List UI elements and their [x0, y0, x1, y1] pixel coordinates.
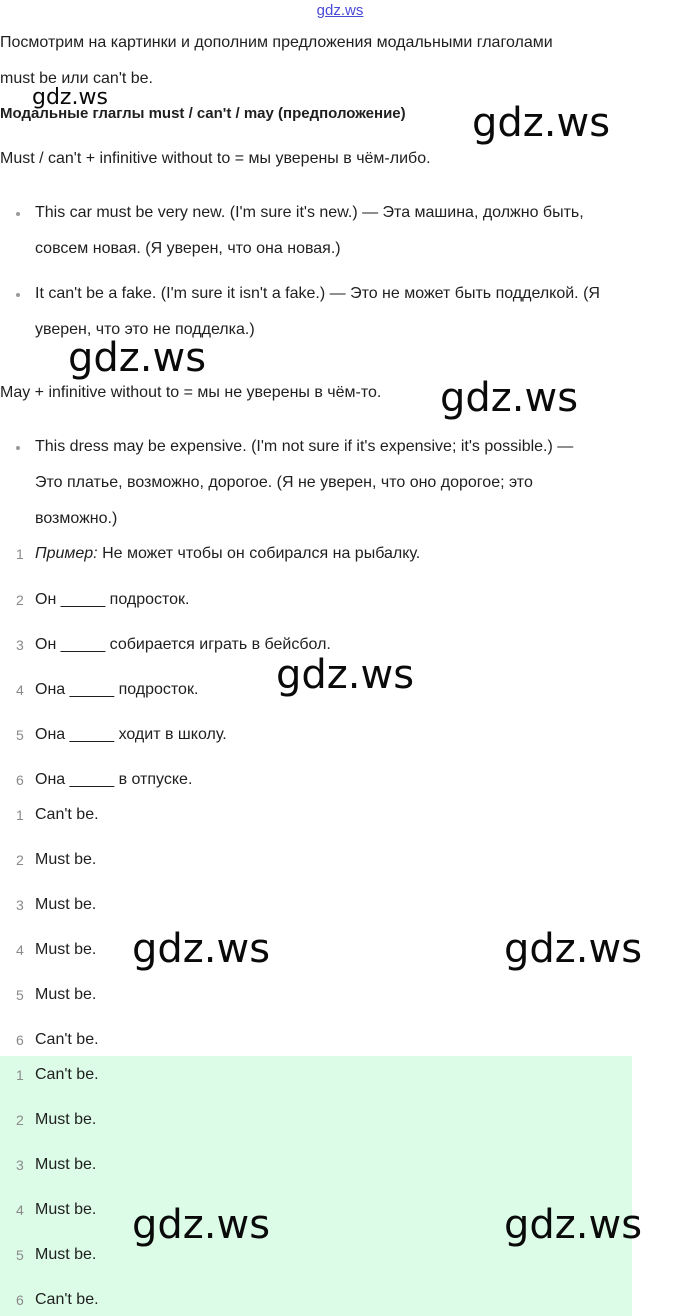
example-may-line-3: возможно.)	[35, 510, 118, 527]
task-item-5: Она _____ ходит в школу.	[35, 726, 227, 743]
watermark: gdz.ws	[132, 926, 271, 972]
highlighted-answer-5: Must be.	[35, 1246, 97, 1263]
list-number: 1	[16, 1067, 24, 1083]
answer-item-3: Must be.	[35, 896, 97, 913]
task-item-1	[35, 544, 420, 564]
example-must-2-line-1: It can't be a fake. (I'm sure it isn't a fake.) — Это не может быть подделкой. (Я	[35, 285, 600, 302]
task-item-2: Он _____ подросток.	[35, 591, 190, 608]
example-label: Пример:	[35, 545, 98, 562]
list-number: 6	[16, 1292, 24, 1308]
task-text: Не может чтобы он собирался на рыбалку.	[102, 545, 421, 562]
bullet-icon	[16, 446, 20, 450]
list-number: 5	[16, 987, 24, 1003]
task-item-3: Он _____ собирается играть в бейсбол.	[35, 636, 331, 653]
watermark: gdz.ws	[68, 335, 207, 381]
list-number: 1	[16, 807, 24, 823]
example-may-line-2: Это платье, возможно, дорогое. (Я не уверен, что оно дорогое; это	[35, 474, 533, 491]
list-number: 2	[16, 1112, 24, 1128]
highlighted-answer-4: Must be.	[35, 1201, 97, 1218]
list-number: 5	[16, 727, 24, 743]
list-number: 4	[16, 942, 24, 958]
watermark: gdz.ws	[32, 85, 108, 110]
list-number: 5	[16, 1247, 24, 1263]
list-number: 2	[16, 592, 24, 608]
rule-title: Модальные глаглы must / can't / may (предположение)	[0, 105, 406, 122]
rule-may: May + infinitive without to = мы не уверены в чём-то.	[0, 384, 382, 401]
list-number: 3	[16, 637, 24, 653]
answer-item-4: Must be.	[35, 941, 97, 958]
highlighted-answers-box	[0, 1056, 632, 1316]
site-link[interactable]: gdz.ws	[316, 2, 364, 19]
answer-item-1: Can't be.	[35, 806, 99, 823]
watermark: gdz.ws	[504, 1202, 643, 1248]
example-must-1-line-1: This car must be very new. (I'm sure it's new.) — Эта машина, должно быть,	[35, 204, 584, 221]
intro-line-2: must be или can't be.	[0, 70, 153, 87]
highlighted-answer-1: Can't be.	[35, 1066, 99, 1083]
list-number: 6	[16, 1032, 24, 1048]
bullet-icon	[16, 293, 20, 297]
rule-must: Must / can't + infinitive without to = мы уверены в чём-либо.	[0, 150, 431, 167]
list-number: 6	[16, 772, 24, 788]
answer-item-5: Must be.	[35, 986, 97, 1003]
watermark: gdz.ws	[276, 652, 415, 698]
list-number: 2	[16, 852, 24, 868]
watermark: gdz.ws	[132, 1202, 271, 1248]
example-may-line-1: This dress may be expensive. (I'm not sure if it's expensive; it's possible.) —	[35, 438, 574, 455]
bullet-icon	[16, 212, 20, 216]
example-must-1-line-2: совсем новая. (Я уверен, что она новая.)	[35, 240, 341, 257]
list-number: 3	[16, 897, 24, 913]
answer-item-6: Can't be.	[35, 1031, 99, 1048]
highlighted-answer-6: Can't be.	[35, 1291, 99, 1308]
watermark: gdz.ws	[440, 375, 579, 421]
task-item-6: Она _____ в отпуске.	[35, 771, 193, 788]
watermark: gdz.ws	[472, 100, 611, 146]
highlighted-answer-2: Must be.	[35, 1111, 97, 1128]
intro-line-1: Посмотрим на картинки и дополним предложения модальными глаголами	[0, 34, 553, 51]
answer-item-2: Must be.	[35, 851, 97, 868]
list-number: 3	[16, 1157, 24, 1173]
list-number: 1	[16, 546, 24, 562]
example-must-2-line-2: уверен, что это не подделка.)	[35, 321, 255, 338]
list-number: 4	[16, 1202, 24, 1218]
task-item-4: Она _____ подросток.	[35, 681, 199, 698]
watermark: gdz.ws	[504, 926, 643, 972]
highlighted-answer-3: Must be.	[35, 1156, 97, 1173]
list-number: 4	[16, 682, 24, 698]
